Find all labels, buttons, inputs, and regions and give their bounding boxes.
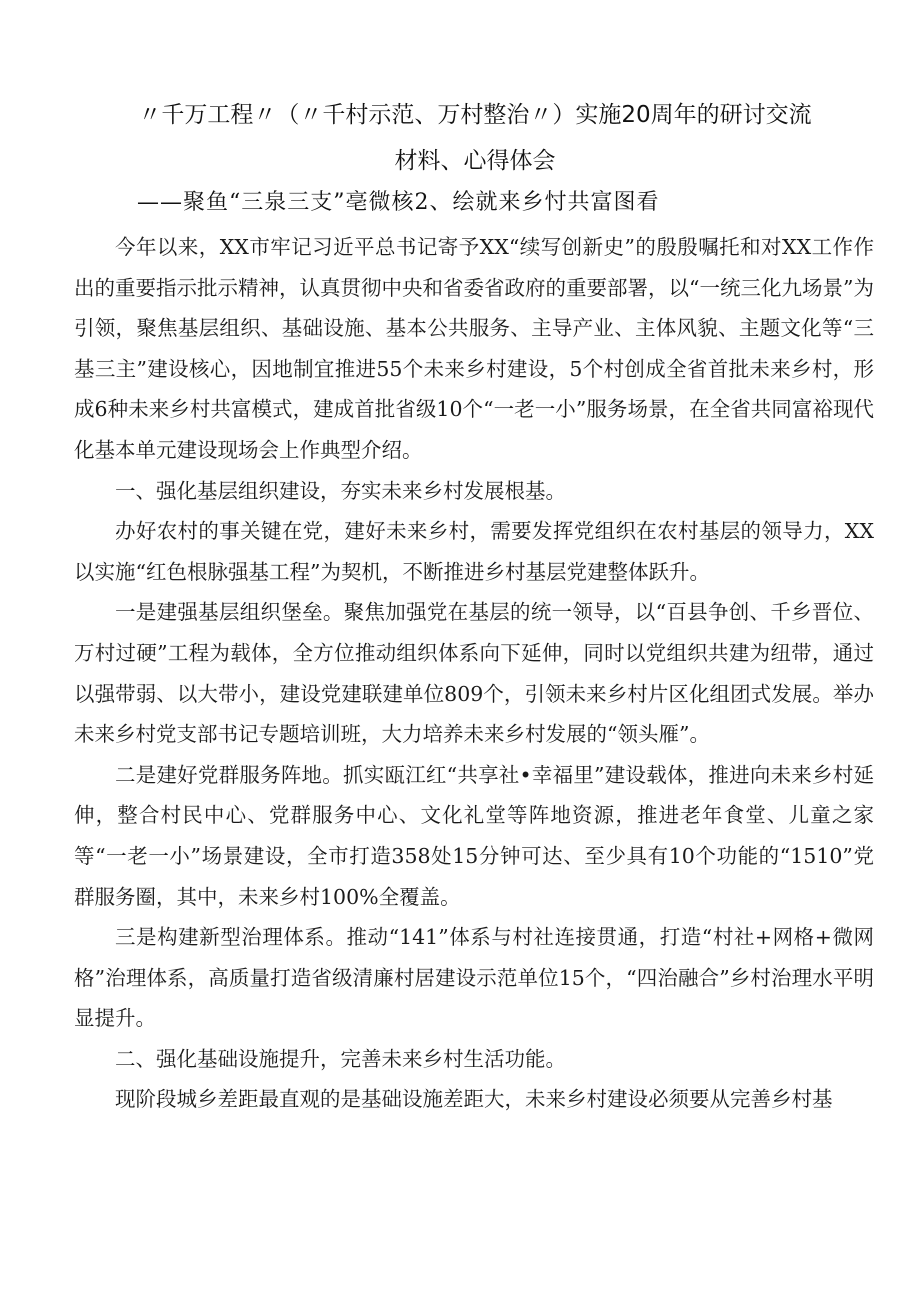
paragraph: 现阶段城乡差距最直观的是基础设施差距大，未来乡村建设必须要从完善乡村基: [115, 1087, 833, 1112]
document-title-line-2: 材料、心得体会: [394, 148, 556, 174]
paragraph: 二是建好党群服务阵地。抓实瓯江红“共享社•幸福里”建设载体，推进向未来乡村延伸，整合村民中心、党群服务中心、文化礼堂等阵地资源，推进老年食堂、儿童之家等“一老一小”场景建设，全市打造358处15分钟可达、至少具有10个功能的“1510”党群服务圈，其中，未来乡村100%全覆盖。: [74, 762, 874, 909]
paragraph: 三是构建新型治理体系。推动“141”体系与村社连接贯通，打造“村社+网格+微网格”治理体系，高质量打造省级清廉村居建设示范单位15个，“四治融合”乡村治理水平明显提升。: [74, 925, 874, 1031]
section-heading-1: 一、强化基层组织建设，夯实未来乡村发展根基。: [115, 478, 566, 503]
paragraph-intro: 今年以来，XX市牢记习近平总书记寄予XX“续写创新史”的殷殷嘱托和对XX工作作出的重要指示批示精神，认真贯彻中央和省委省政府的重要部署，以“一统三化九场景”为引领，聚焦基层组织、基础设施、基本公共服务、主导产业、主体风貌、主题文化等“三基三主”建设核心，因地制宜推进55个未来乡村建设，5个村创成全省首批未来乡村，形成6种未来乡村共富模式，建成首批省级10个“一老一小”服务场景，在全省共同富裕现代化基本单元建设现场会上作典型介绍。: [74, 235, 874, 462]
document-title-line-1: 〃千万工程〃（〃千村示范、万村整治〃）实施20周年的研讨交流: [138, 102, 812, 128]
paragraph: 一是建强基层组织堡垒。聚焦加强党在基层的统一领导，以“百县争创、千乡晋位、万村过硬”工程为载体，全方位推动组织体系向下延伸，同时以党组织共建为纽带，通过以强带弱、以大带小，建设党建联建单位809个，引领未来乡村片区化组团式发展。举办未来乡村党支部书记专题培训班，大力培养未来乡村发展的“领头雁”。: [74, 600, 874, 747]
section-heading-2: 二、强化基础设施提升，完善未来乡村生活功能。: [115, 1046, 566, 1071]
document-subtitle: ——聚鱼“三泉三支”亳微核2、绘就来乡忖共富图看: [137, 190, 660, 215]
document-body: [74, 227, 874, 1120]
paragraph: 办好农村的事关键在党，建好未来乡村，需要发挥党组织在农村基层的领导力，XX以实施“红色根脉强基工程”为契机，不断推进乡村基层党建整体跃升。: [74, 519, 874, 584]
